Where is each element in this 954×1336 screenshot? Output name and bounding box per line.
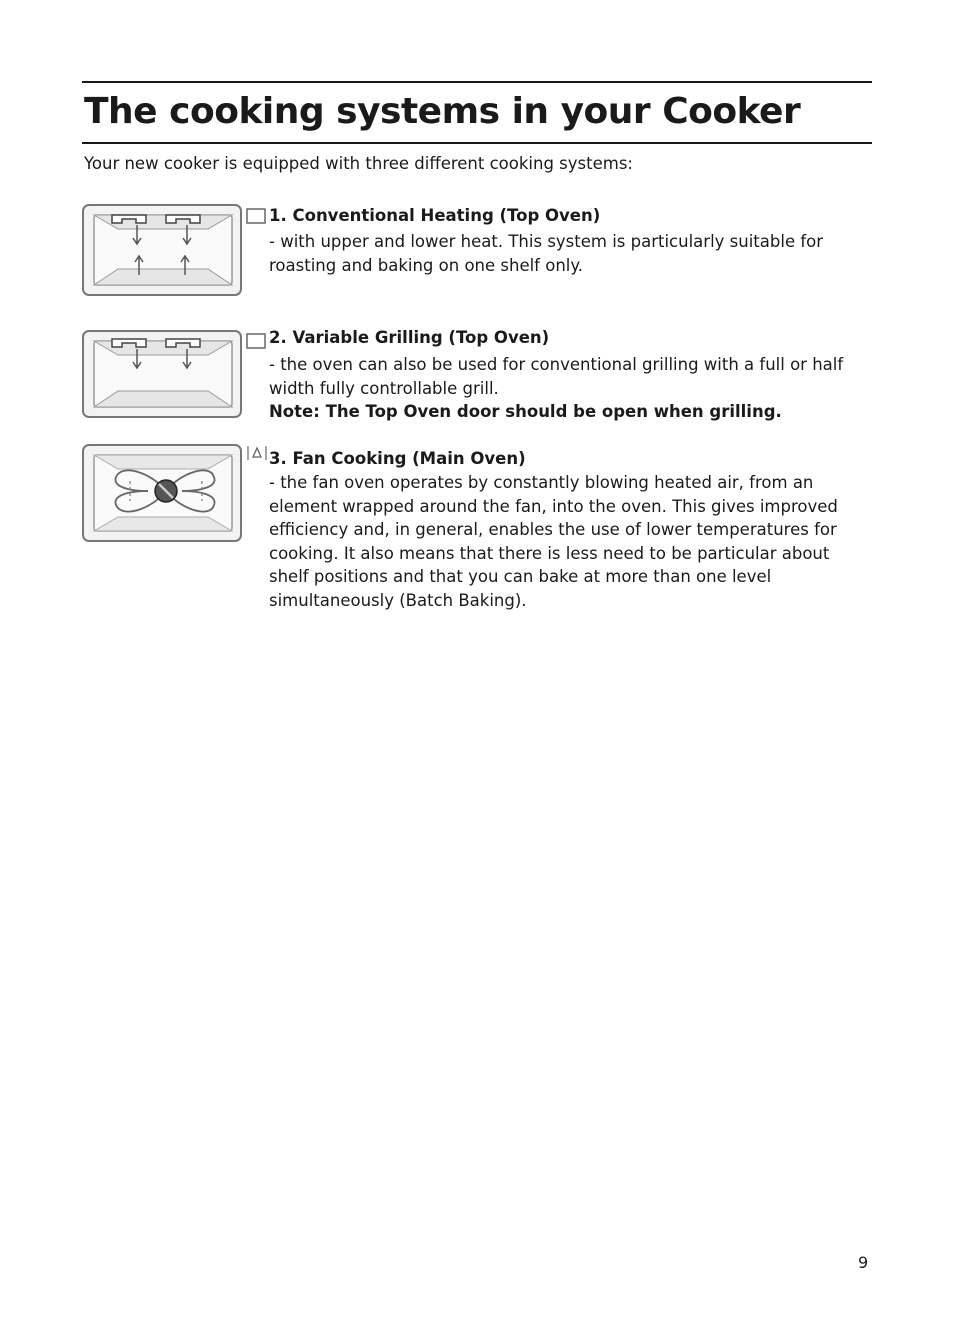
title-rule bbox=[82, 142, 872, 144]
page-number: 9 bbox=[858, 1253, 869, 1272]
conventional-oven-icon bbox=[82, 203, 244, 299]
checkbox-icon bbox=[246, 208, 266, 228]
top-rule bbox=[82, 81, 872, 83]
section-1-heading: 1. Conventional Heating (Top Oven) bbox=[269, 206, 601, 225]
fan-oven-icon bbox=[82, 443, 244, 545]
section-2-body bbox=[269, 353, 869, 424]
checkbox-icon bbox=[246, 333, 266, 353]
section-3-heading: 3. Fan Cooking (Main Oven) bbox=[269, 449, 526, 468]
section-2-heading: 2. Variable Grilling (Top Oven) bbox=[269, 328, 550, 347]
intro-text: Your new cooker is equipped with three different cooking systems: bbox=[84, 154, 633, 173]
section-2-note: Note: The Top Oven door should be open when grilling. bbox=[269, 402, 782, 421]
page-title: The cooking systems in your Cooker bbox=[84, 91, 801, 132]
section-1-body: - with upper and lower heat. This system is particularly suitable for roasting and baking on one shelf only. bbox=[269, 232, 824, 275]
section-2-body-text: - the oven can also be used for conventional grilling with a full or half width fully controllable grill. bbox=[269, 355, 844, 398]
grill-oven-icon bbox=[82, 329, 244, 421]
section-3-body: - the fan oven operates by constantly blowing heated air, from an element wrapped around the fan, into the oven. This gives improved efficiency and, in general, enables the use of lower temperatures for cooking. It also means that there is less need to be particular about shelf positions and that you can bake at more than one level simultaneously (Batch Baking). bbox=[269, 473, 838, 610]
fan-symbol-icon bbox=[246, 444, 268, 466]
